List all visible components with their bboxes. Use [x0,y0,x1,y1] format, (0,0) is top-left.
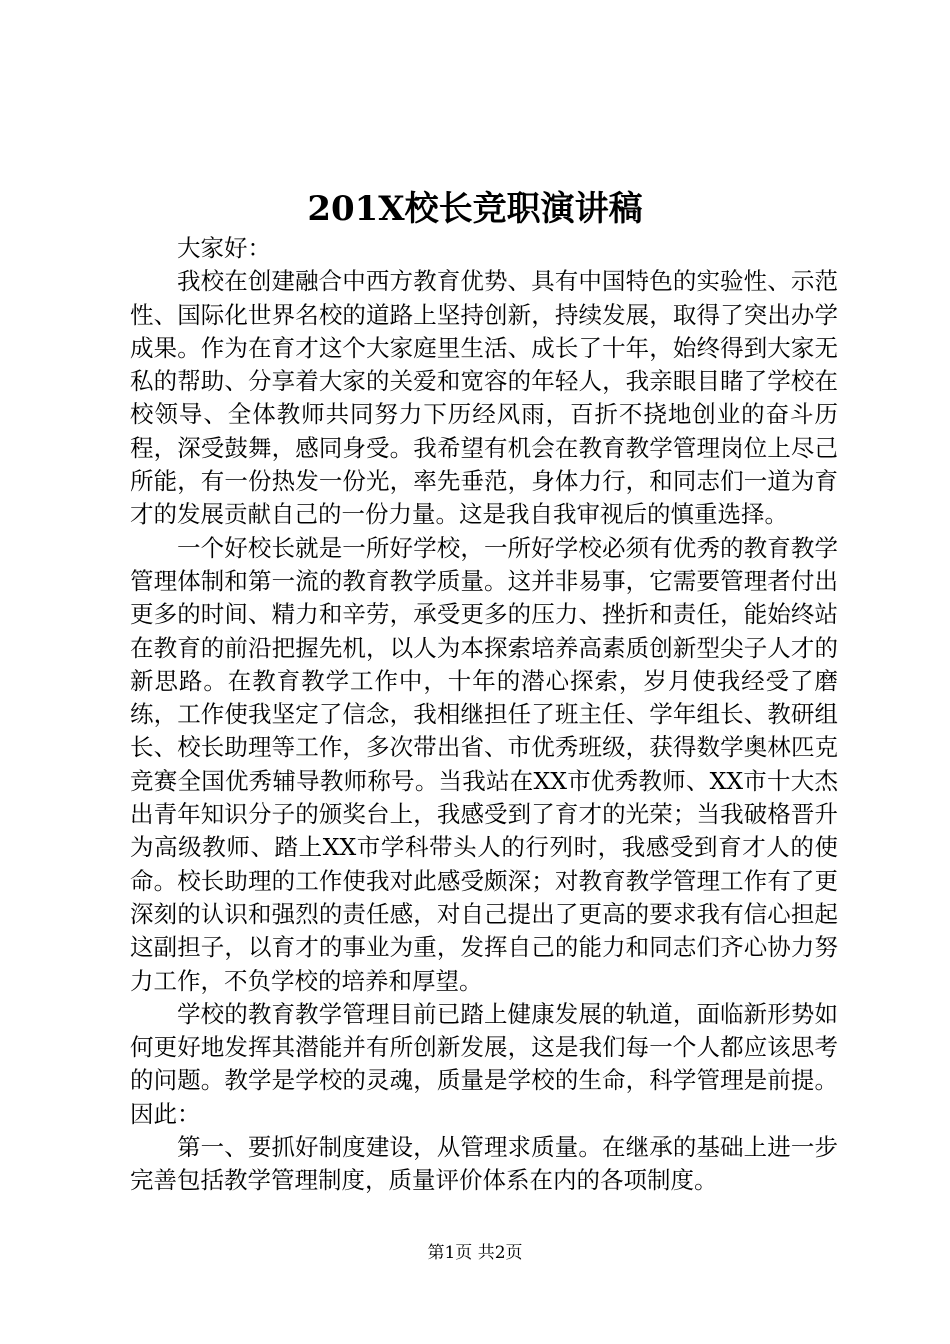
page-number-footer: 第1页 共2页 [427,1243,523,1263]
paragraph: 一个好校长就是一所好学校，一所好学校必须有优秀的教育教学管理体制和第一流的教育教学质量。这并非易事，它需要管理者付出更多的时间、精力和辛劳，承受更多的压力、挫折和责任，能始终站在教育的前沿把握先机，以人为本探索培养高素质创新型尖子人才的新思路。在教育教学工作中，十年的潜心探索，岁月使我经受了磨练，工作使我坚定了信念，我相继担任了班主任、学年组长、教研组长、校长助理等工作，多次带出省、市优秀班级，获得数学奥林匹克竞赛全国优秀辅导教师称号。当我站在XX市优秀教师、XX市十大杰出青年知识分子的颁奖台上，我感受到了育才的光荣；当我破格晋升为高级教师、踏上XX市学科带头人的行列时，我感受到育才人的使命。校长助理的工作使我对此感受颇深；对教育教学管理工作有了更深刻的认识和强烈的责任感，对自己提出了更高的要求我有信心担起这副担子，以育才的事业为重，发挥自己的能力和同志们齐心协力努力工作，不负学校的培养和厚望。 [130,533,838,995]
paragraph: 第一、要抓好制度建设，从管理求质量。在继承的基础上进一步完善包括教学管理制度，质量评价体系在内的各项制度。 [130,1133,838,1195]
document-title: 201X校长竞职演讲稿 [307,189,643,229]
document-body [130,232,838,1198]
paragraph: 学校的教育教学管理目前已踏上健康发展的轨道，面临新形势如何更好地发挥其潜能并有所创新发展，这是我们每一个人都应该思考的问题。教学是学校的灵魂，质量是学校的生命，科学管理是前提。因此： [130,999,838,1128]
paragraph-greeting: 大家好： [177,234,271,262]
paragraph: 我校在创建融合中西方教育优势、具有中国特色的实验性、示范性、国际化世界名校的道路上坚持创新，持续发展，取得了突出办学成果。作为在育才这个大家庭里生活、成长了十年，始终得到大家无私的帮助、分享着大家的关爱和宽容的年轻人，我亲眼目睹了学校在校领导、全体教师共同努力下历经风雨，百折不挠地创业的奋斗历程，深受鼓舞，感同身受。我希望有机会在教育教学管理岗位上尽己所能，有一份热发一份光，率先垂范，身体力行，和同志们一道为育才的发展贡献自己的一份力量。这是我自我审视后的慎重选择。 [130,267,838,529]
